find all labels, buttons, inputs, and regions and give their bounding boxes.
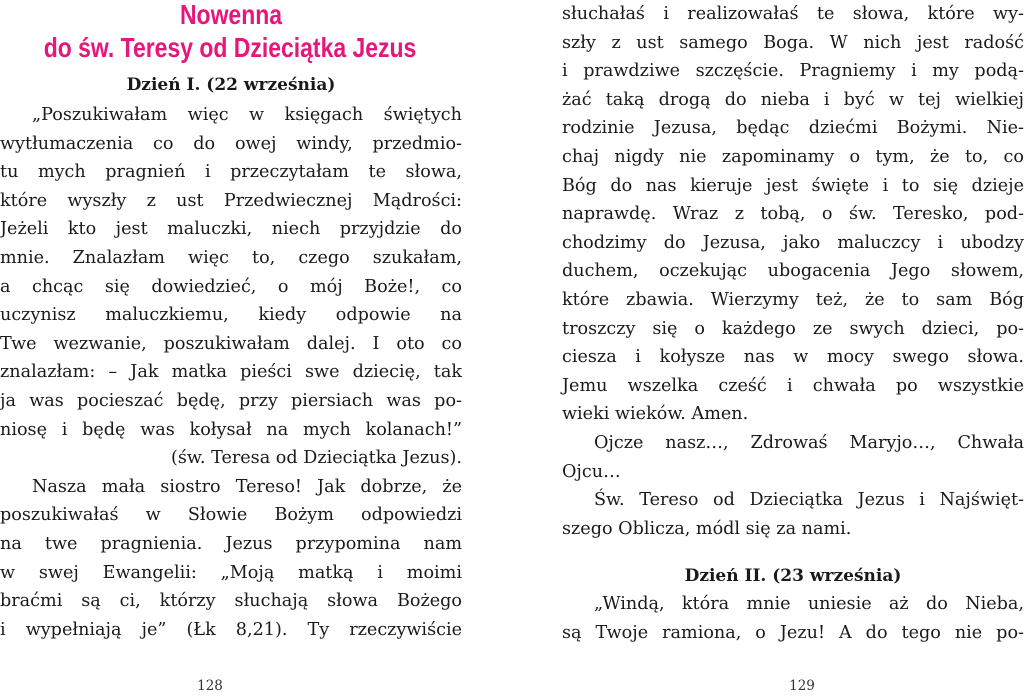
text-line: szły z ust samego Boga. W nich jest radość	[562, 32, 1024, 53]
text-line: żać taką drogą do nieba i być w tej wielkiej	[562, 89, 1024, 110]
text-line: chaj nigdy nie zapominamy o tym, że to, co	[562, 146, 1024, 167]
text-line: a chcąc się dowiedzieć, o mój Boże!, co	[0, 276, 462, 297]
text-line: troszczy się o każdego ze swych dzieci, po-	[562, 318, 1024, 339]
text-line: które zbawia. Wierzymy też, że to sam Bóg	[562, 289, 1024, 310]
text-line: rodzinie Jezusa, będąc dziećmi Bożymi. Nie-	[562, 118, 1024, 139]
text-line: słuchałaś i realizowałaś te słowa, które wy-	[562, 4, 1024, 24]
day-2-text	[562, 590, 1024, 647]
text-line: Jemu wszelka cześć i chwała po wszystkie	[562, 375, 1024, 396]
text-line: Nasza mała siostro Tereso! Jak dobrze, że	[32, 476, 462, 497]
text-line: Twe wezwanie, poszukiwałam dalej. I oto co	[0, 333, 462, 354]
text-line: które wyszły z ust Przedwiecznej Mądrości:	[0, 190, 462, 211]
text-line: znalazłam: – Jak matka pieści swe dziecię, tak	[0, 362, 462, 383]
text-line: „Poszukiwałam więc w księgach świętych	[32, 105, 462, 125]
right-page-text	[562, 0, 1024, 543]
text-line: ciesza i kołysze nas w mocy swego słowa.	[562, 347, 1024, 368]
novena-title: Nowenna	[179, 0, 283, 30]
text-line: uczynisz maluczkiemu, kiedy odpowie na	[0, 305, 462, 326]
text-line: ja was pocieszać będę, przy piersiach was po-	[0, 390, 462, 411]
text-line: w swej Ewangelii: „Moją matką i moimi	[0, 562, 462, 583]
text-line: na twe pragnienia. Jezus przypomina nam	[0, 533, 462, 554]
day-1-heading: Dzień I. (22 września)	[126, 75, 336, 95]
invocation-line: Św. Tereso od Dzieciątka Jezus i Najświęt-	[594, 490, 1024, 511]
text-line: i wypełniają je” (Łk 8,21). Ty rzeczywiście	[0, 619, 462, 640]
text-line: braćmi są ci, którzy słuchają słowa Bożego	[0, 591, 462, 612]
text-line: wieki wieków. Amen.	[562, 404, 749, 425]
prayer-line: Ojcu…	[562, 461, 621, 482]
text-line: tu mych pragnień i przeczytałam te słowa,	[0, 162, 462, 183]
text-line: „Windą, która mnie uniesie aż do Nieba,	[594, 594, 1024, 614]
quote-attribution: (św. Teresa od Dzieciątka Jezus).	[171, 448, 462, 469]
text-line: Bóg do nas kieruje jest święte i to się dzieje	[562, 175, 1024, 196]
novena-subtitle: do św. Teresy od Dzieciątka Jezus	[43, 32, 417, 63]
text-line: niosę i będę was kołysał na mych kolanach!”	[0, 419, 462, 440]
text-line: duchem, oczekując ubogacenia Jego słowem,	[562, 261, 1024, 282]
invocation-line: szego Oblicza, módl się za nami.	[562, 518, 852, 539]
text-line: naprawdę. Wraz z tobą, o św. Teresko, pod-	[562, 204, 1024, 225]
text-line: poszukiwałaś w Słowie Bożym odpowiedzi	[0, 505, 462, 526]
page-number: 128	[197, 678, 223, 694]
text-line: mnie. Znalazłam więc to, czego szukałam,	[0, 247, 462, 268]
text-line: i prawdziwe szczęście. Pragniemy i my podą-	[562, 61, 1024, 82]
text-line: są Twoje ramiona, o Jezu! A do tego nie po-	[562, 622, 1024, 643]
prayer-line: Ojcze nasz…, Zdrowaś Maryjo…, Chwała	[594, 432, 1024, 453]
day-2-heading: Dzień II. (23 września)	[684, 566, 902, 586]
text-line: chodzimy do Jezusa, jako maluczcy i ubodzy	[562, 232, 1024, 253]
text-line: wytłumaczenia co do owej windy, przedmio-	[0, 133, 462, 154]
left-page-text	[0, 101, 462, 644]
text-line: Jeżeli kto jest maluczki, niech przyjdzie do	[0, 219, 462, 240]
page-number: 129	[789, 678, 815, 694]
